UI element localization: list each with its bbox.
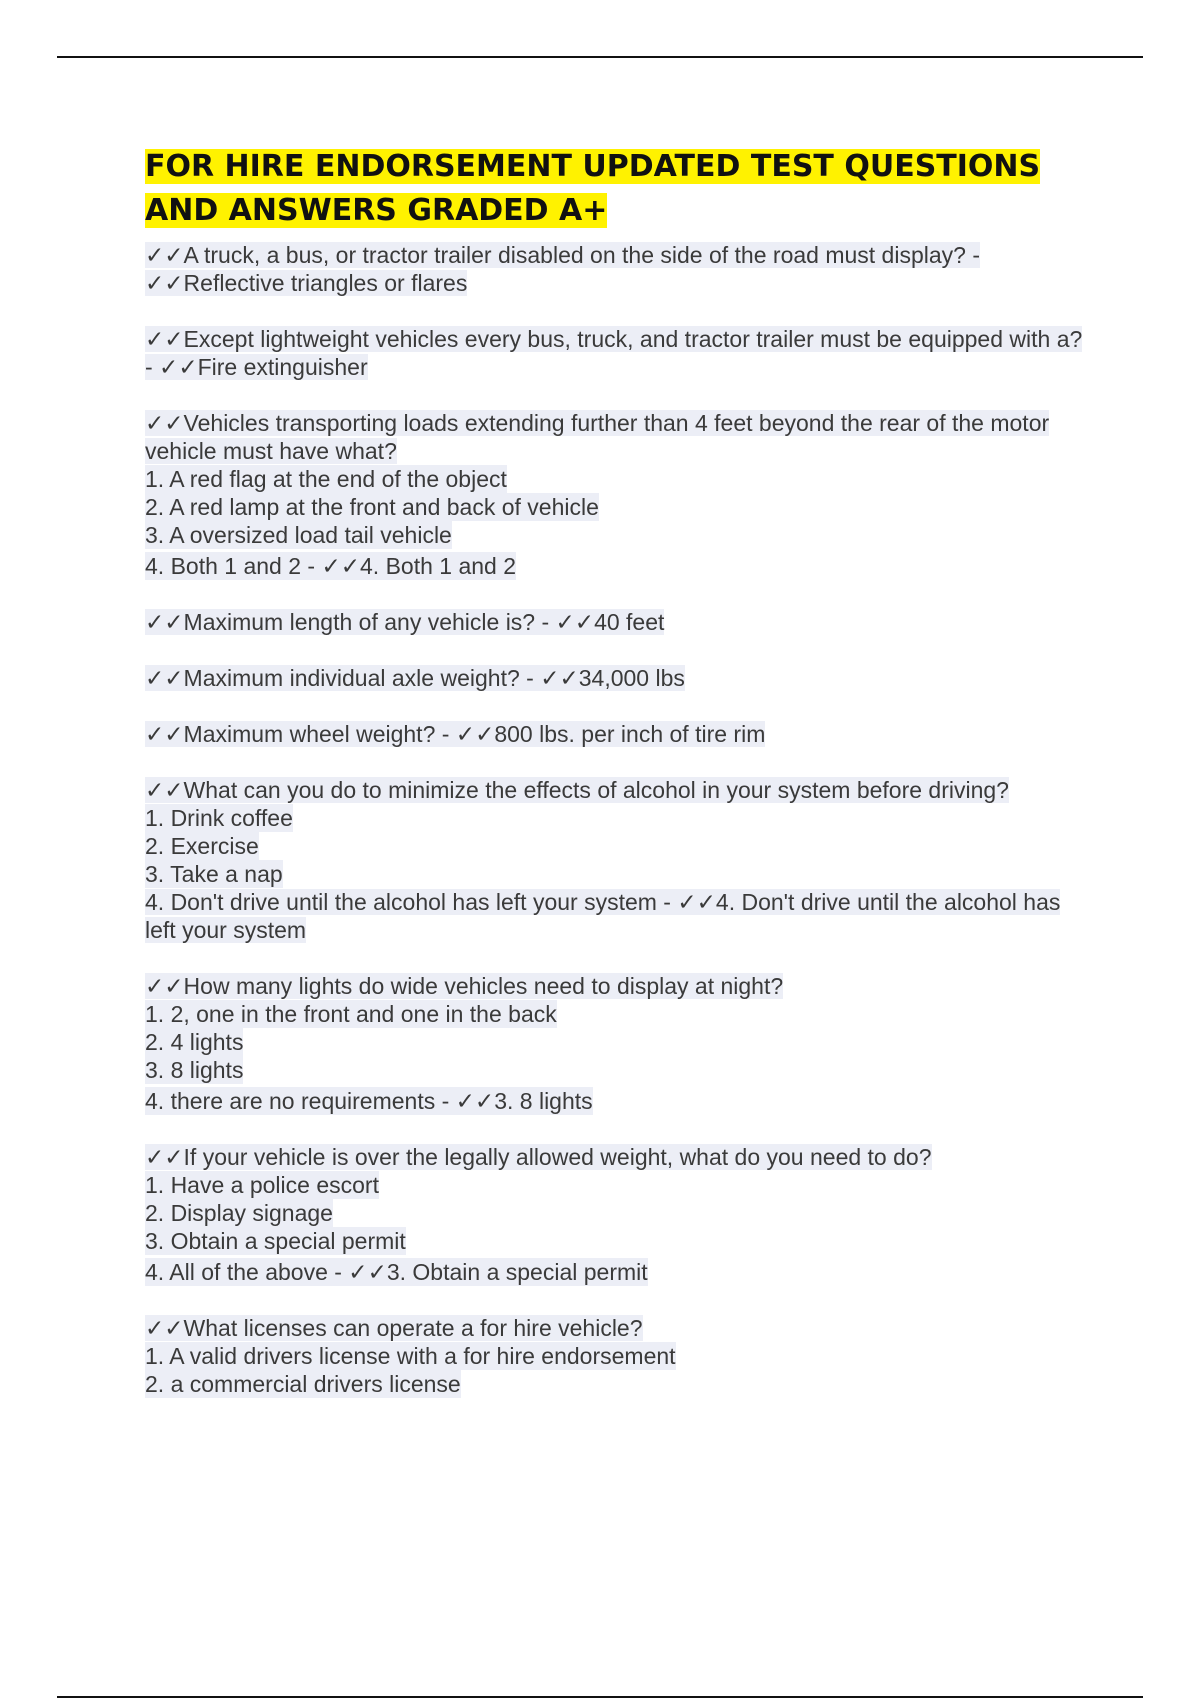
qa-answer: 4. Both 1 and 2 - ✓✓4. Both 1 and 2 [145, 553, 517, 579]
qa-question: ✓✓Vehicles transporting loads extending further than 4 feet beyond the rear of the motor vehicle must have what? [145, 410, 1050, 464]
qa-answer: 4. All of the above - ✓✓3. Obtain a special permit [145, 1259, 648, 1285]
qa-option: 1. Have a police escort [145, 1172, 379, 1198]
qa-option: 2. Exercise [145, 833, 259, 859]
qa-text: ✓✓A truck, a bus, or tractor trailer disabled on the side of the road must display? - ✓✓Reflective triangles or flares [145, 242, 980, 296]
top-rule [57, 56, 1143, 58]
qa-text: ✓✓Maximum wheel weight? - ✓✓800 lbs. per inch of tire rim [145, 721, 766, 747]
qa-item [145, 608, 1085, 636]
qa-option: 1. Drink coffee [145, 805, 293, 831]
qa-option: 3. Obtain a special permit [145, 1228, 406, 1254]
qa-option: 1. A red flag at the end of the object [145, 466, 507, 492]
qa-option: 3. Take a nap [145, 861, 283, 887]
qa-text: ✓✓Maximum individual axle weight? - ✓✓34,000 lbs [145, 665, 685, 691]
qa-item [145, 664, 1085, 692]
qa-item [145, 720, 1085, 748]
qa-item [145, 241, 1085, 297]
qa-text: ✓✓Except lightweight vehicles every bus, truck, and tractor trailer must be equipped with a? - ✓✓Fire extinguisher [145, 326, 1083, 380]
qa-option: 2. A red lamp at the front and back of vehicle [145, 494, 599, 520]
qa-answer: 4. there are no requirements - ✓✓3. 8 lights [145, 1088, 593, 1114]
qa-option: 1. 2, one in the front and one in the back [145, 1001, 557, 1027]
qa-question: ✓✓If your vehicle is over the legally allowed weight, what do you need to do? [145, 1144, 932, 1170]
qa-option: 3. 8 lights [145, 1057, 244, 1083]
document-body [145, 145, 1085, 1426]
qa-item [145, 409, 1085, 580]
qa-question: ✓✓How many lights do wide vehicles need to display at night? [145, 973, 784, 999]
qa-item [145, 1143, 1085, 1286]
qa-option: 1. A valid drivers license with a for hire endorsement [145, 1343, 676, 1369]
title-highlight: FOR HIRE ENDORSEMENT UPDATED TEST QUESTIONS AND ANSWERS GRADED A+ [145, 149, 1041, 228]
qa-option: 3. A oversized load tail vehicle [145, 522, 452, 548]
qa-question: ✓✓What licenses can operate a for hire vehicle? [145, 1315, 643, 1341]
qa-option: 2. 4 lights [145, 1029, 244, 1055]
qa-text: ✓✓Maximum length of any vehicle is? - ✓✓40 feet [145, 609, 665, 635]
qa-option: 2. Display signage [145, 1200, 333, 1226]
qa-answer: 4. Don't drive until the alcohol has left your system - ✓✓4. Don't drive until the alcohol has left your system [145, 889, 1061, 943]
qa-item [145, 1314, 1085, 1398]
qa-item [145, 325, 1085, 381]
document-title [145, 145, 1085, 233]
qa-item [145, 972, 1085, 1115]
qa-question: ✓✓What can you do to minimize the effects of alcohol in your system before driving? [145, 777, 1009, 803]
qa-option: 2. a commercial drivers license [145, 1371, 461, 1397]
qa-item [145, 776, 1085, 944]
bottom-rule [57, 1696, 1143, 1698]
